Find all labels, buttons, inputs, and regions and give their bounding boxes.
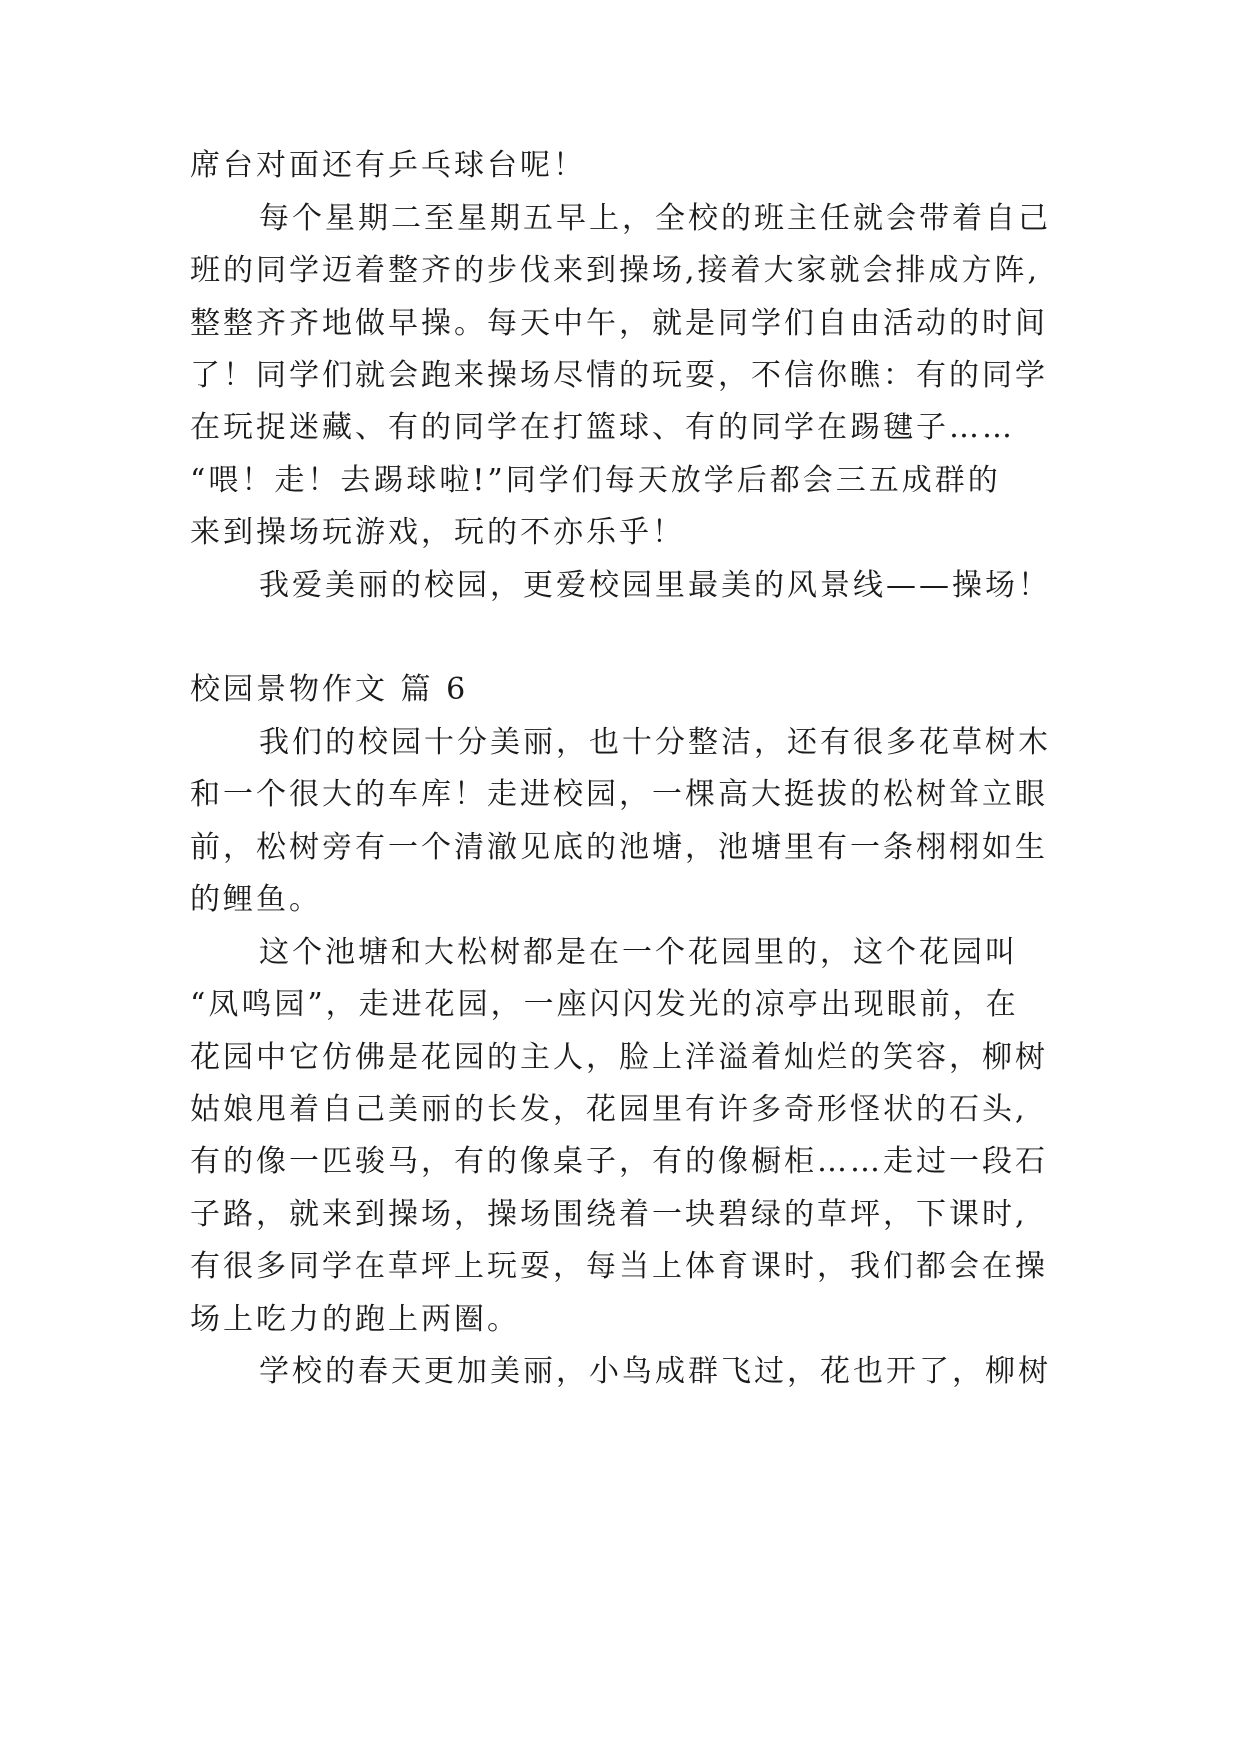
paragraph-line: 有很多同学在草坪上玩耍，每当上体育课时，我们都会在操 (190, 1249, 1048, 1284)
paragraph-line: 班的同学迈着整齐的步伐来到操场,接着大家就会排成方阵, (190, 253, 1041, 288)
paragraph-line: “凤鸣园”，走进花园，一座闪闪发光的凉亭出现眼前，在 (190, 987, 1019, 1022)
paragraph-line: 我爱美丽的校园，更爱校园里最美的风景线——操场！ (259, 568, 1051, 603)
paragraph-line: 这个池塘和大松树都是在一个花园里的，这个花园叫 (259, 935, 1018, 970)
paragraph-line: 席台对面还有乒乓球台呢！ (190, 148, 586, 183)
paragraph-line: 了！同学们就会跑来操场尽情的玩耍，不信你瞧：有的同学 (190, 358, 1048, 393)
section-heading: 校园景物作文 篇 6 (190, 672, 469, 707)
paragraph-line: 前，松树旁有一个清澈见底的池塘，池塘里有一条栩栩如生 (190, 830, 1048, 865)
paragraph-line: 在玩捉迷藏、有的同学在打篮球、有的同学在踢毽子…… (190, 410, 1015, 445)
paragraph-line: 来到操场玩游戏，玩的不亦乐乎！ (190, 515, 685, 550)
paragraph-line: 和一个很大的车库！走进校园，一棵高大挺拔的松树耸立眼 (190, 777, 1048, 812)
paragraph-line: 花园中它仿佛是花园的主人，脸上洋溢着灿烂的笑容，柳树 (190, 1040, 1048, 1075)
paragraph-line: 场上吃力的跑上两圈。 (190, 1302, 520, 1337)
paragraph-line: 子路，就来到操场，操场围绕着一块碧绿的草坪，下课时, (190, 1197, 1028, 1232)
paragraph-line: 的鲤鱼。 (190, 882, 322, 917)
paragraph-line: 学校的春天更加美丽，小鸟成群飞过，花也开了，柳树 (259, 1354, 1051, 1389)
paragraph-line: “喂！走！去踢球啦!”同学们每天放学后都会三五成群的 (190, 463, 1001, 498)
paragraph-line: 姑娘甩着自己美丽的长发，花园里有许多奇形怪状的石头, (190, 1092, 1028, 1127)
paragraph-line: 整整齐齐地做早操。每天中午，就是同学们自由活动的时间 (190, 306, 1048, 341)
paragraph-line: 每个星期二至星期五早上，全校的班主任就会带着自己 (259, 201, 1051, 236)
paragraph-line: 有的像一匹骏马，有的像桌子，有的像橱柜……走过一段石 (190, 1144, 1048, 1179)
paragraph-line: 我们的校园十分美丽，也十分整洁，还有很多花草树木 (259, 725, 1051, 760)
